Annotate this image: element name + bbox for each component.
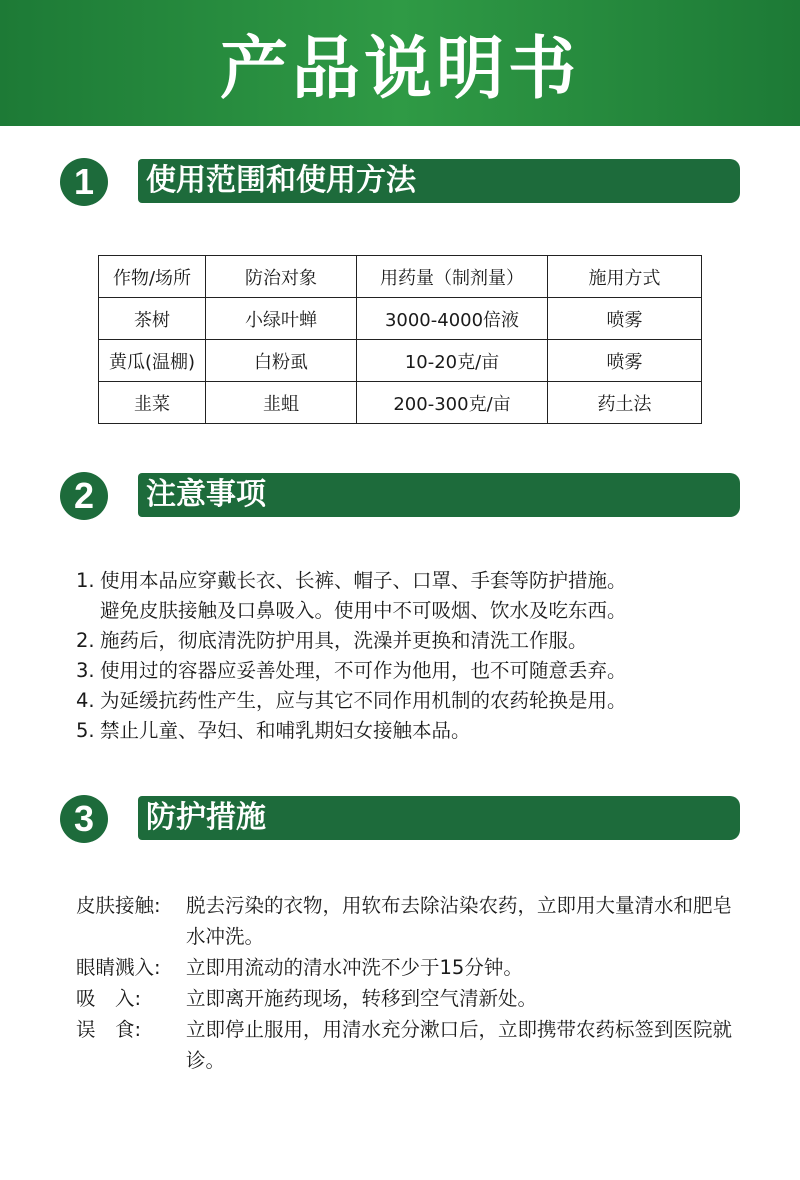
usage-table xyxy=(98,255,702,424)
protection-text: 立即用流动的清水冲洗不少于15分钟。 xyxy=(186,956,523,979)
protection-label: 吸 入: xyxy=(76,987,142,1010)
list-item-number: 2. xyxy=(76,629,95,652)
table-header-cell: 作物/场所 xyxy=(99,256,206,298)
section-title: 防护措施 xyxy=(146,800,266,835)
list-item-number: 4. xyxy=(76,689,95,712)
table-cell: 药土法 xyxy=(548,382,702,424)
table-cell: 200-300克/亩 xyxy=(357,382,548,424)
table-header-cell: 施用方式 xyxy=(548,256,702,298)
page-title: 产品说明书 xyxy=(219,29,580,109)
list-item-text: 使用本品应穿戴长衣、长裤、帽子、口罩、手套等防护措施。 xyxy=(100,569,627,592)
page-header xyxy=(0,0,800,126)
protection-item xyxy=(76,890,736,952)
protection-text: 立即停止服用，用清水充分漱口后，立即携带农药标签到医院就诊。 xyxy=(186,1018,733,1072)
list-item xyxy=(76,656,776,686)
list-item-text: 避免皮肤接触及口鼻吸入。使用中不可吸烟、饮水及吃东西。 xyxy=(100,599,627,622)
table-row xyxy=(99,298,702,340)
protection-item xyxy=(76,1014,736,1076)
table-row xyxy=(99,340,702,382)
section-number-badge: 1 xyxy=(60,158,108,206)
protection-label: 误 食: xyxy=(76,1018,142,1041)
list-item xyxy=(76,686,776,716)
section-3-header xyxy=(60,795,742,843)
protection-text: 立即离开施药现场，转移到空气清新处。 xyxy=(186,987,538,1010)
section-title-bar xyxy=(138,473,740,517)
list-item xyxy=(76,626,776,656)
list-item xyxy=(76,566,776,626)
section-number-badge: 2 xyxy=(60,472,108,520)
section-title: 注意事项 xyxy=(146,477,266,512)
table-header-row xyxy=(99,256,702,298)
table-cell: 茶树 xyxy=(99,298,206,340)
section-number-badge: 3 xyxy=(60,795,108,843)
precautions-list xyxy=(76,566,776,746)
table-cell: 白粉虱 xyxy=(206,340,357,382)
protection-item xyxy=(76,952,736,983)
protection-text: 脱去污染的衣物，用软布去除沾染农药，立即用大量清水和肥皂水冲洗。 xyxy=(186,894,733,948)
list-item-text: 为延缓抗药性产生，应与其它不同作用机制的农药轮换是用。 xyxy=(100,689,627,712)
list-item xyxy=(76,716,776,746)
table-header-cell: 用药量（制剂量） xyxy=(357,256,548,298)
table-header-cell: 防治对象 xyxy=(206,256,357,298)
section-title: 使用范围和使用方法 xyxy=(146,163,416,198)
list-item-text: 使用过的容器应妥善处理，不可作为他用，也不可随意丢弃。 xyxy=(100,659,627,682)
list-item-text: 禁止儿童、孕妇、和哺乳期妇女接触本品。 xyxy=(100,719,471,742)
table-cell: 10-20克/亩 xyxy=(357,340,548,382)
protection-list xyxy=(76,890,736,1076)
table-cell: 韭菜 xyxy=(99,382,206,424)
table-cell: 喷雾 xyxy=(548,340,702,382)
section-title-bar xyxy=(138,796,740,840)
table-cell: 韭蛆 xyxy=(206,382,357,424)
list-item-text: 施药后，彻底清洗防护用具，洗澡并更换和清洗工作服。 xyxy=(100,629,588,652)
protection-label: 眼睛溅入: xyxy=(76,956,161,979)
section-1-header xyxy=(60,158,742,206)
table-cell: 小绿叶蝉 xyxy=(206,298,357,340)
table-cell: 3000-4000倍液 xyxy=(357,298,548,340)
table-cell: 喷雾 xyxy=(548,298,702,340)
protection-label: 皮肤接触: xyxy=(76,894,161,917)
section-2-header xyxy=(60,472,742,520)
section-title-bar xyxy=(138,159,740,203)
list-item-number: 1. xyxy=(76,569,95,592)
list-item-number: 3. xyxy=(76,659,95,682)
table-row xyxy=(99,382,702,424)
table-cell: 黄瓜(温棚) xyxy=(99,340,206,382)
list-item-number: 5. xyxy=(76,719,95,742)
protection-item xyxy=(76,983,736,1014)
